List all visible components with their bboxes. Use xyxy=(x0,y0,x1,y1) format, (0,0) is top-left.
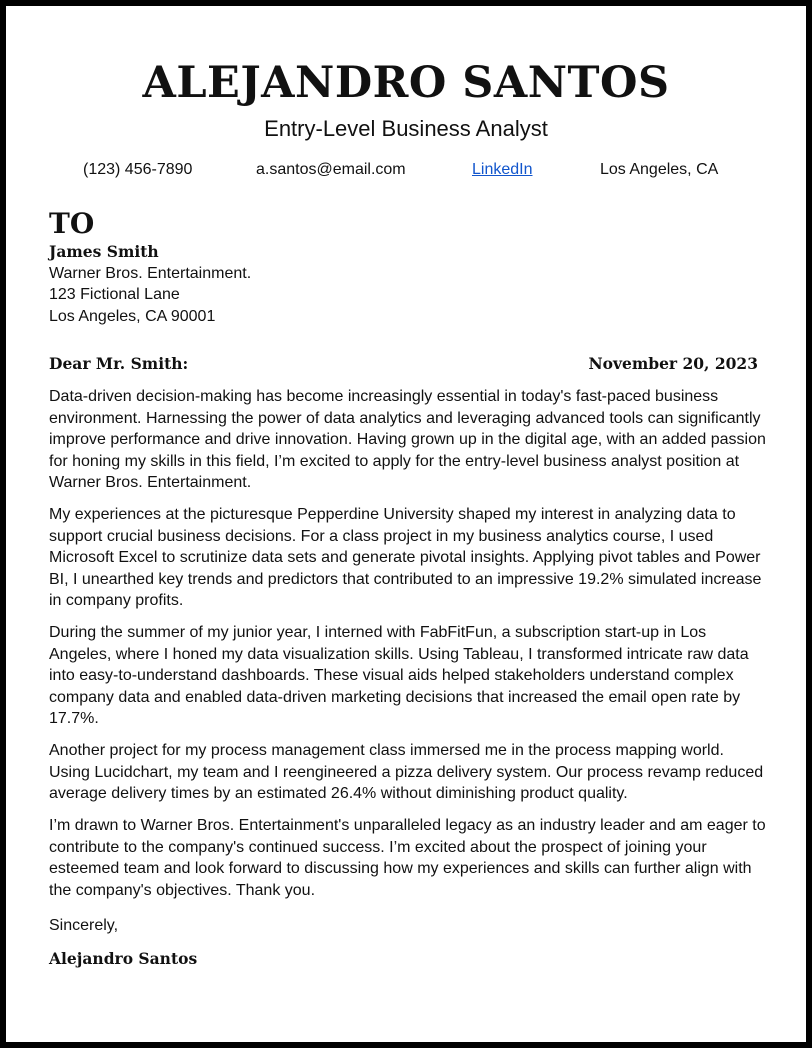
body-paragraph-1: Data-driven decision-making has become increasingly essential in today's fast-paced business environment. Harnessing the power of data analytics and leveraging advanced tools can significantly improve performance and drive innovation. Having grown up in the digital age, with an added passion for honing my skills in this field, I’m excited to apply for the entry-level business analyst position at Warner Bros. Entertainment. xyxy=(49,388,766,491)
linkedin-link[interactable]: LinkedIn xyxy=(472,161,533,178)
body-paragraph-3: During the summer of my junior year, I interned with FabFitFun, a subscription start-up in Los Angeles, where I honed my data visualization skills. Using Tableau, I transformed intricate raw data into easy-to-understand dashboards. These visual aids helped stakeholders understand complex company data and enabled data-driven marketing decisions that increased the email open rate by 17.7%. xyxy=(49,624,749,727)
closing: Sincerely, xyxy=(49,917,119,934)
body-paragraph-5: I’m drawn to Warner Bros. Entertainment's unparalleled legacy as an industry leader and am eager to contribute to the company's continued success. I’m excited about the prospect of joining your esteemed team and look forward to discussing how my experiences and skills can further align with the company's objectives. Thank you. xyxy=(49,817,766,899)
body-paragraph-2: My experiences at the picturesque Pepperdine University shaped my interest in analyzing data to support crucial business decisions. For a class project in my business analytics course, I used Microsoft Excel to scrutinize data sets and generate pivotal insights. Applying pivot tables and Power BI, I unearthed key trends and predictors that contributed to an impressive 19.2% simulated increase in company profits. xyxy=(49,506,762,609)
recipient-address-line1: 123 Fictional Lane xyxy=(49,286,180,303)
recipient-address-line2: Los Angeles, CA 90001 xyxy=(49,307,216,325)
applicant-name: ALEJANDRO SANTOS xyxy=(142,58,670,108)
contact-phone: (123) 456-7890 xyxy=(83,161,193,178)
body-paragraph-4: Another project for my process management class immersed me in the process mapping world. Using Lucidchart, my team and I reengineered a pizza delivery system. Our process revamp reduced average delivery times by an estimated 26.4% without diminishing product quality. xyxy=(49,742,764,802)
contact-location: Los Angeles, CA xyxy=(600,161,719,178)
recipient-block xyxy=(49,241,251,327)
applicant-headline: Entry-Level Business Analyst xyxy=(264,116,548,141)
recipient-name: James Smith xyxy=(49,242,159,261)
recipient-heading: TO xyxy=(49,207,95,240)
signature: Alejandro Santos xyxy=(49,949,198,968)
letter-date: November 20, 2023 xyxy=(588,354,758,373)
contact-email: a.santos@email.com xyxy=(256,161,406,178)
recipient-company: Warner Bros. Entertainment. xyxy=(49,264,252,282)
letter-body xyxy=(49,386,767,912)
salutation: Dear Mr. Smith: xyxy=(49,354,189,373)
